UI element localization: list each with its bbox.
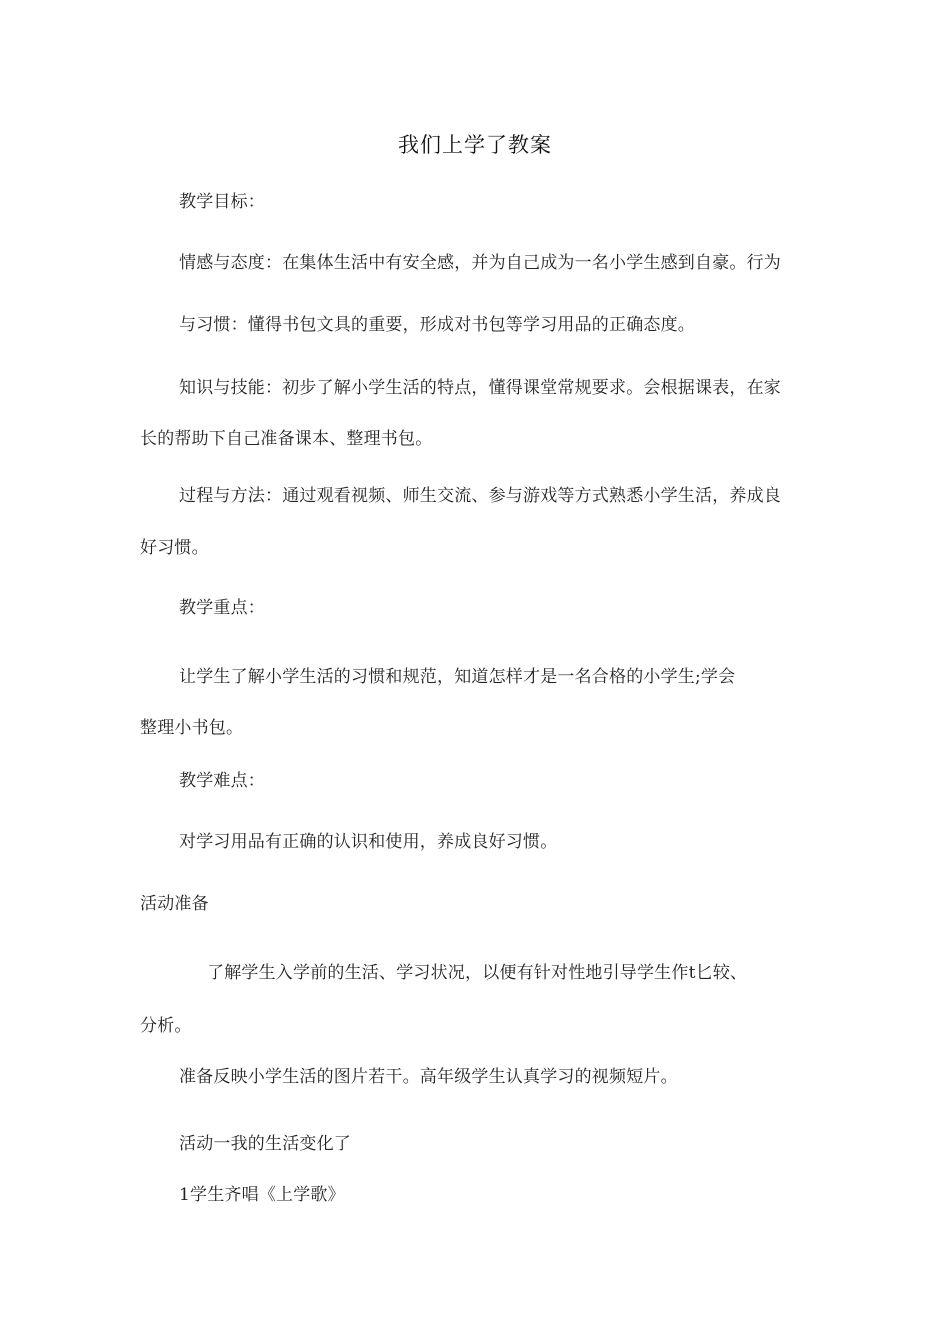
paragraph-line: 了解学生入学前的生活、学习状况，以便有针对性地引导学生作t匕较、: [207, 963, 748, 983]
paragraph-line: 对学习用品有正确的认识和使用，养成良好习惯。: [179, 832, 558, 852]
paragraph-line: 好习惯。: [140, 538, 209, 558]
paragraph-line: 情感与态度：在集体生活中有安全感，并为自己成为一名小学生感到自豪。行为: [179, 253, 781, 273]
paragraph-line: 分析。: [140, 1016, 192, 1036]
paragraph-line: 让学生了解小学生活的习惯和规范，知道怎样才是一名合格的小学生;学会: [179, 667, 736, 687]
section-heading-difficulties: 教学难点：: [179, 771, 265, 791]
section-heading-objectives: 教学目标：: [179, 192, 265, 212]
section-heading-preparation: 活动准备: [140, 894, 209, 914]
paragraph-line: 过程与方法：通过观看视频、师生交流、参与游戏等方式熟悉小学生活，养成良: [179, 486, 781, 506]
document-title: 我们上学了教案: [398, 133, 552, 157]
list-item: 1学生齐唱《上学歌》: [179, 1185, 345, 1205]
paragraph-line: 与习惯：懂得书包文具的重要，形成对书包等学习用品的正确态度。: [179, 315, 695, 335]
paragraph-line: 知识与技能：初步了解小学生活的特点，懂得课堂常规要求。会根据课表，在家: [179, 378, 781, 398]
section-heading-activity-one: 活动一我的生活变化了: [179, 1134, 351, 1154]
paragraph-line: 整理小书包。: [140, 718, 244, 738]
section-heading-key-points: 教学重点：: [179, 598, 265, 618]
paragraph-line: 长的帮助下自己准备课本、整理书包。: [140, 429, 433, 449]
paragraph-line: 准备反映小学生活的图片若干。高年级学生认真学习的视频短片。: [179, 1067, 678, 1087]
